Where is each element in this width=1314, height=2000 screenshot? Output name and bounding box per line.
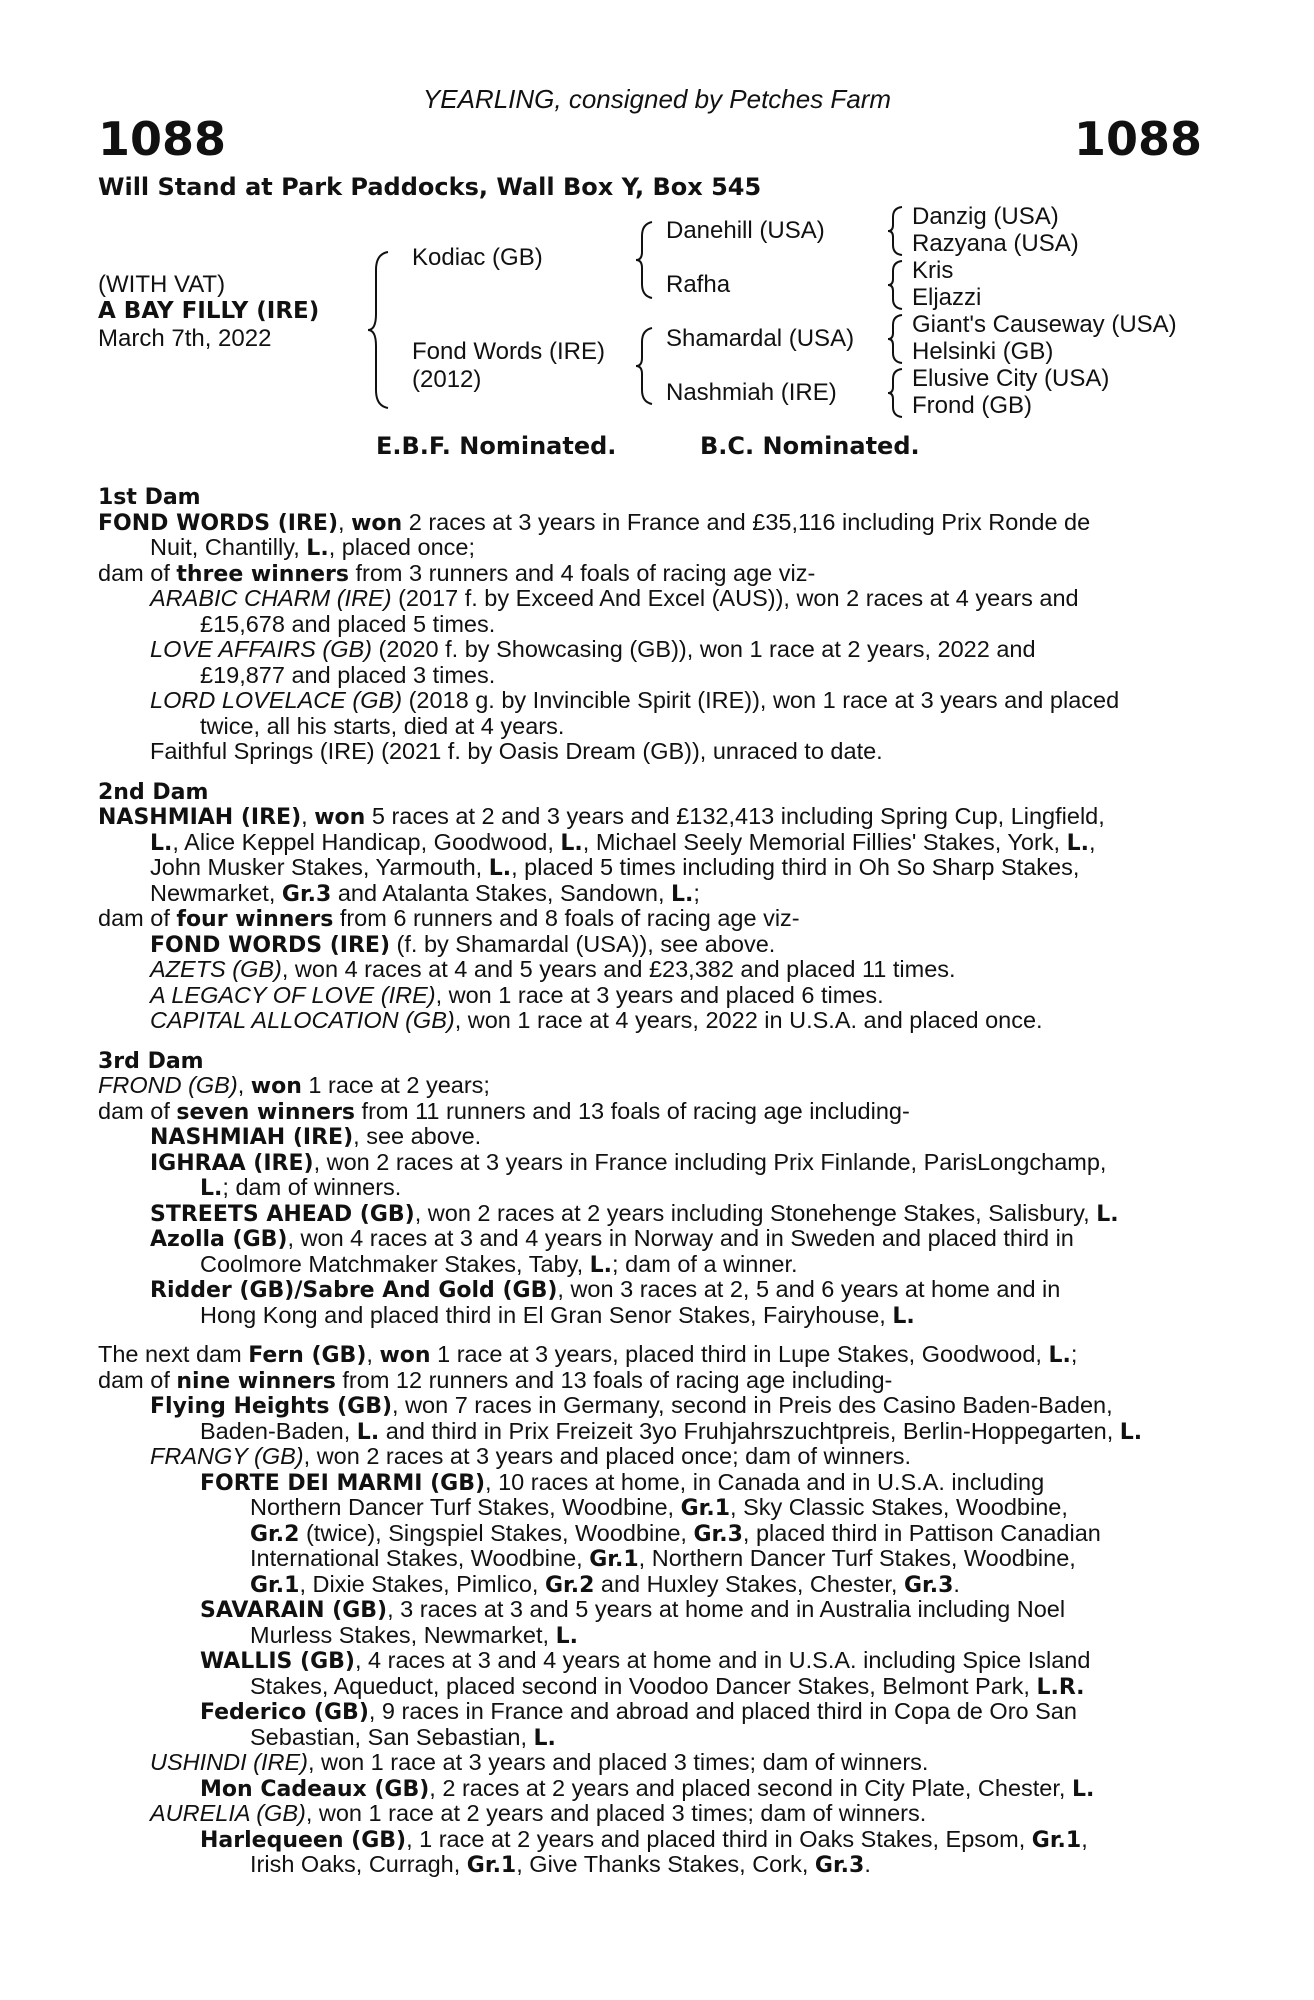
text-run: nine winners bbox=[176, 1368, 336, 1394]
catalogue-pedigree-text bbox=[98, 484, 1202, 1878]
catalogue-line bbox=[98, 1368, 1202, 1394]
lot-number-left: 1088 bbox=[98, 112, 227, 166]
lot-subject: A BAY FILLY (IRE) bbox=[98, 298, 320, 324]
catalogue-line bbox=[98, 561, 1202, 587]
text-run: £19,877 and placed 3 times. bbox=[200, 661, 496, 688]
gg-sire-sire-dam: Razyana (USA) bbox=[912, 230, 1079, 257]
catalogue-line bbox=[98, 1008, 1202, 1034]
dam-sire: Shamardal (USA) bbox=[666, 325, 855, 352]
catalogue-line bbox=[98, 1150, 1202, 1176]
text-run: (2017 f. by Exceed And Excel (AUS)), won 2 races at 4 years and bbox=[391, 585, 1079, 611]
foaling-date: March 7th, 2022 bbox=[98, 325, 272, 352]
catalogue-line bbox=[98, 1623, 1202, 1649]
text-run: won bbox=[314, 805, 366, 830]
text-run: L. bbox=[1096, 1201, 1119, 1227]
catalogue-line bbox=[98, 1444, 1202, 1470]
consignor-line: YEARLING, consigned by Petches Farm bbox=[422, 84, 892, 114]
text-run: L. bbox=[1119, 1419, 1143, 1445]
section-spacer bbox=[98, 765, 1202, 779]
text-run: , Dixie Stakes, Pimlico, bbox=[299, 1570, 545, 1597]
text-run: from 11 runners and 13 foals of racing age including- bbox=[355, 1097, 910, 1124]
text-run: , bbox=[1089, 828, 1096, 855]
text-run: Gr.2 bbox=[250, 1521, 300, 1547]
text-run: 1 race at 2 years; bbox=[301, 1072, 490, 1098]
text-run: Gr.3 bbox=[693, 1521, 743, 1547]
text-run: 5 races at 2 and 3 years and £132,413 including Spring Cup, Lingfield, bbox=[365, 803, 1105, 829]
catalogue-line bbox=[98, 1521, 1202, 1547]
catalogue-line bbox=[98, 1252, 1202, 1278]
text-run: L. bbox=[200, 1176, 223, 1201]
text-run: , won 4 races at 4 and 5 years and £23,382 and placed 11 times. bbox=[281, 956, 956, 982]
section-heading: 3rd Dam bbox=[98, 1048, 204, 1074]
catalogue-line bbox=[98, 1175, 1202, 1201]
dam-dam: Nashmiah (IRE) bbox=[666, 379, 837, 406]
brace-dam bbox=[634, 326, 658, 406]
sire-dam: Rafha bbox=[666, 271, 731, 298]
text-run: , Alice Keppel Handicap, Goodwood, bbox=[172, 828, 561, 855]
catalogue-line bbox=[98, 663, 1202, 689]
text-run: John Musker Stakes, Yarmouth, bbox=[150, 854, 489, 880]
catalogue-line bbox=[98, 1277, 1202, 1303]
text-run: NASHMIAH (IRE) bbox=[150, 1125, 354, 1150]
text-run: L.R. bbox=[1036, 1674, 1085, 1700]
text-run: , 3 races at 3 and 5 years at home and in Australia including Noel bbox=[387, 1596, 1066, 1622]
text-run: won bbox=[351, 510, 403, 536]
catalogue-line bbox=[98, 510, 1202, 536]
text-run: , Give Thanks Stakes, Cork, bbox=[516, 1851, 815, 1877]
text-run: L. bbox=[1066, 830, 1089, 856]
text-run: Sebastian, San Sebastian, bbox=[250, 1723, 534, 1750]
text-run: , see above. bbox=[353, 1123, 482, 1149]
catalogue-line bbox=[98, 1419, 1202, 1445]
text-run: dam of bbox=[98, 559, 177, 586]
catalogue-line bbox=[98, 932, 1202, 958]
text-run: The next dam bbox=[98, 1341, 249, 1367]
text-run: . bbox=[953, 1570, 960, 1597]
catalogue-line bbox=[98, 1776, 1202, 1802]
dam: Fond Words (IRE) bbox=[412, 338, 605, 365]
text-run: , 9 races in France and abroad and placed third in Copa de Oro San bbox=[368, 1698, 1077, 1724]
text-run: , won 3 races at 2, 5 and 6 years at home and in bbox=[557, 1276, 1061, 1302]
catalogue-line bbox=[98, 1303, 1202, 1329]
text-run: won bbox=[379, 1343, 431, 1368]
vat-note: (WITH VAT) bbox=[98, 271, 226, 298]
catalogue-line bbox=[98, 983, 1202, 1009]
text-run: Gr.1 bbox=[466, 1853, 517, 1878]
text-run: Azolla (GB) bbox=[150, 1227, 288, 1252]
text-run: Faithful Springs (IRE) (2021 f. by Oasis Dream (GB)), unraced to date. bbox=[150, 738, 883, 764]
text-run: CAPITAL ALLOCATION (GB) bbox=[150, 1007, 455, 1033]
text-run: A LEGACY OF LOVE (IRE) bbox=[150, 981, 436, 1008]
text-run: , won 2 races at 3 years in France including Prix Finlande, ParisLongchamp, bbox=[313, 1148, 1107, 1175]
sire-sire: Danehill (USA) bbox=[666, 217, 825, 244]
text-run: International Stakes, Woodbine, bbox=[250, 1545, 590, 1571]
text-run: , 2 races at 2 years and placed second in City Plate, Chester, bbox=[429, 1774, 1072, 1801]
text-run: dam of bbox=[98, 1097, 177, 1124]
text-run: , won 1 race at 2 years and placed 3 times; dam of winners. bbox=[305, 1800, 927, 1826]
gg-dam-sire-dam: Helsinki (GB) bbox=[912, 338, 1054, 365]
text-run: 2 races at 3 years in France and £35,116 including Prix Ronde de bbox=[402, 508, 1091, 535]
text-run: , won 1 race at 3 years and placed 3 times; dam of winners. bbox=[307, 1749, 929, 1775]
text-run: FRANGY (GB) bbox=[150, 1443, 304, 1469]
text-run: AZETS (GB) bbox=[150, 956, 282, 982]
text-run: and Atalanta Stakes, Sandown, bbox=[331, 879, 672, 906]
text-run: LOVE AFFAIRS (GB) bbox=[150, 636, 372, 662]
text-run: Harlequeen (GB) bbox=[200, 1827, 407, 1853]
text-run: ; bbox=[693, 879, 700, 906]
catalogue-line bbox=[98, 957, 1202, 983]
section-spacer bbox=[98, 1034, 1202, 1048]
text-run: IGHRAA (IRE) bbox=[150, 1150, 314, 1176]
text-run: , 4 races at 3 and 4 years at home and in U.S.A. including Spice Island bbox=[354, 1647, 1091, 1673]
section-heading: 1st Dam bbox=[98, 485, 201, 510]
text-run: Gr.1 bbox=[1031, 1827, 1082, 1853]
text-run: , won 1 race at 4 years, 2022 in U.S.A. and placed once. bbox=[454, 1007, 1043, 1033]
text-run: won bbox=[250, 1074, 302, 1099]
text-run: L. bbox=[1071, 1776, 1095, 1802]
text-run: L. bbox=[555, 1623, 578, 1649]
catalogue-line bbox=[98, 881, 1202, 907]
text-run: L. bbox=[488, 856, 512, 881]
brace-main bbox=[366, 250, 396, 410]
text-run: , won 1 race at 3 years and placed 6 times. bbox=[435, 981, 884, 1008]
catalogue-line bbox=[98, 535, 1202, 561]
catalogue-line bbox=[98, 1342, 1202, 1368]
text-run: Gr.2 bbox=[544, 1572, 595, 1598]
text-run: FOND WORDS (IRE) bbox=[150, 932, 391, 958]
section-heading: 2nd Dam bbox=[98, 779, 209, 805]
catalogue-line bbox=[98, 1674, 1202, 1700]
lot-number-right: 1088 bbox=[1073, 112, 1202, 166]
text-run: ARABIC CHARM (IRE) bbox=[150, 585, 392, 611]
brace-ds bbox=[886, 313, 906, 365]
catalogue-line bbox=[98, 1699, 1202, 1725]
text-run: twice, all his starts, died at 4 years. bbox=[200, 712, 565, 739]
text-run: , won 7 races in Germany, second in Preis des Casino Baden-Baden, bbox=[392, 1392, 1113, 1418]
text-run: , won 4 races at 3 and 4 years in Norway and in Sweden and placed third in bbox=[287, 1225, 1074, 1251]
text-run: Coolmore Matchmaker Stakes, Taby, bbox=[200, 1250, 590, 1277]
text-run: , placed once; bbox=[328, 534, 476, 560]
text-run: FROND (GB) bbox=[98, 1072, 238, 1098]
text-run: Gr.1 bbox=[680, 1496, 731, 1521]
catalogue-line bbox=[98, 1597, 1202, 1623]
text-run: SAVARAIN (GB) bbox=[200, 1598, 388, 1623]
sire: Kodiac (GB) bbox=[412, 244, 543, 271]
text-run: (f. by Shamardal (USA)), see above. bbox=[390, 930, 776, 957]
catalogue-line bbox=[98, 612, 1202, 638]
catalogue-line bbox=[98, 1648, 1202, 1674]
catalogue-line bbox=[98, 1750, 1202, 1776]
text-run: seven winners bbox=[176, 1099, 356, 1125]
section-spacer bbox=[98, 1328, 1202, 1342]
text-run: (2018 g. by Invincible Spirit (IRE)), won 1 race at 3 years and placed bbox=[402, 687, 1120, 713]
text-run: FOND WORDS (IRE) bbox=[98, 510, 339, 536]
catalogue-line bbox=[98, 484, 1202, 510]
text-run: Fern (GB) bbox=[248, 1343, 367, 1368]
catalogue-line bbox=[98, 779, 1202, 805]
text-run: , Michael Seely Memorial Fillies' Stakes, York, bbox=[582, 828, 1067, 855]
catalogue-line bbox=[98, 586, 1202, 612]
text-run: L. bbox=[533, 1725, 556, 1751]
text-run: and Huxley Stakes, Chester, bbox=[594, 1570, 904, 1597]
catalogue-line bbox=[98, 1801, 1202, 1827]
text-run: Gr.3 bbox=[814, 1853, 865, 1878]
catalogue-line bbox=[98, 1201, 1202, 1227]
text-run: four winners bbox=[176, 907, 334, 932]
catalogue-line bbox=[98, 1226, 1202, 1252]
text-run: Gr.3 bbox=[281, 881, 332, 907]
text-run: , Northern Dancer Turf Stakes, Woodbine, bbox=[638, 1545, 1076, 1571]
brace-sire bbox=[634, 220, 658, 300]
text-run: Mon Cadeaux (GB) bbox=[200, 1776, 430, 1802]
catalogue-line bbox=[98, 1546, 1202, 1572]
catalogue-line bbox=[98, 1073, 1202, 1099]
brace-ss bbox=[886, 205, 906, 257]
text-run: from 3 runners and 4 foals of racing age viz- bbox=[348, 559, 816, 586]
text-run: , bbox=[237, 1072, 251, 1098]
catalogue-line bbox=[98, 906, 1202, 932]
brace-sd bbox=[886, 259, 906, 311]
text-run: , 1 race at 2 years and placed third in Oaks Stakes, Epsom, bbox=[406, 1825, 1032, 1852]
text-run: Gr.1 bbox=[589, 1547, 639, 1572]
ebf-nomination: E.B.F. Nominated. bbox=[376, 432, 617, 460]
text-run: Federico (GB) bbox=[200, 1700, 369, 1725]
text-run: , won 2 races at 3 years and placed once; dam of winners. bbox=[303, 1443, 912, 1469]
text-run: Northern Dancer Turf Stakes, Woodbine, bbox=[250, 1494, 681, 1520]
text-run: Baden-Baden, bbox=[200, 1417, 357, 1444]
text-run: L. bbox=[356, 1419, 380, 1445]
bc-nomination: B.C. Nominated. bbox=[700, 432, 920, 460]
text-run: Gr.1 bbox=[250, 1572, 300, 1598]
text-run: FORTE DEI MARMI (GB) bbox=[200, 1470, 486, 1496]
catalogue-line bbox=[98, 804, 1202, 830]
text-run: from 12 runners and 13 foals of racing age including- bbox=[335, 1366, 893, 1393]
text-run: £15,678 and placed 5 times. bbox=[200, 610, 496, 637]
brace-dd bbox=[886, 367, 906, 419]
text-run: 1 race at 3 years, placed third in Lupe Stakes, Goodwood, bbox=[430, 1341, 1049, 1367]
text-run: Hong Kong and placed third in El Gran Senor Stakes, Fairyhouse, bbox=[200, 1301, 893, 1328]
catalogue-line bbox=[98, 1099, 1202, 1125]
text-run: LORD LOVELACE (GB) bbox=[150, 687, 403, 713]
catalogue-line bbox=[98, 1124, 1202, 1150]
catalogue-line bbox=[98, 1725, 1202, 1751]
text-run: Gr.3 bbox=[903, 1572, 954, 1598]
text-run: L. bbox=[589, 1252, 613, 1278]
text-run: L. bbox=[306, 536, 329, 561]
catalogue-line bbox=[98, 688, 1202, 714]
text-run: L. bbox=[1048, 1343, 1071, 1368]
text-run: , bbox=[301, 803, 315, 829]
catalogue-line bbox=[98, 714, 1202, 740]
gg-dam-sire-sire: Giant's Causeway (USA) bbox=[912, 311, 1177, 338]
text-run: , bbox=[366, 1341, 380, 1367]
gg-sire-dam-dam: Eljazzi bbox=[912, 284, 982, 311]
catalogue-line bbox=[98, 1393, 1202, 1419]
catalogue-line bbox=[98, 637, 1202, 663]
gg-sire-dam-sire: Kris bbox=[912, 257, 954, 284]
text-run: Stakes, Aqueduct, placed second in Voodoo Dancer Stakes, Belmont Park, bbox=[250, 1672, 1037, 1699]
gg-dam-dam-sire: Elusive City (USA) bbox=[912, 365, 1110, 392]
text-run: dam of bbox=[98, 905, 177, 931]
catalogue-line bbox=[98, 830, 1202, 856]
catalogue-line bbox=[98, 1470, 1202, 1496]
text-run: from 6 runners and 8 foals of racing age viz- bbox=[333, 905, 800, 931]
text-run: L. bbox=[671, 881, 694, 907]
text-run: L. bbox=[892, 1303, 915, 1329]
text-run: WALLIS (GB) bbox=[200, 1649, 355, 1674]
text-run: AURELIA (GB) bbox=[150, 1800, 306, 1826]
catalogue-line bbox=[98, 1495, 1202, 1521]
catalogue-line bbox=[98, 739, 1202, 765]
text-run: and third in Prix Freizeit 3yo Fruhjahrszuchtpreis, Berlin-Hoppegarten, bbox=[379, 1417, 1120, 1444]
text-run: NASHMIAH (IRE) bbox=[98, 805, 302, 830]
catalogue-line bbox=[98, 1048, 1202, 1074]
text-run: Newmarket, bbox=[150, 879, 282, 906]
text-run: Flying Heights (GB) bbox=[150, 1394, 393, 1419]
text-run: Irish Oaks, Curragh, bbox=[250, 1851, 467, 1877]
text-run: ; bbox=[1070, 1341, 1078, 1367]
text-run: STREETS AHEAD (GB) bbox=[150, 1201, 415, 1227]
text-run: USHINDI (IRE) bbox=[150, 1749, 308, 1775]
text-run: , won 2 races at 2 years including Stonehenge Stakes, Salisbury, bbox=[414, 1199, 1097, 1226]
text-run: (2020 f. by Showcasing (GB)), won 1 race at 2 years, 2022 and bbox=[371, 636, 1036, 662]
catalogue-line bbox=[98, 1572, 1202, 1598]
catalogue-line bbox=[98, 1852, 1202, 1878]
gg-sire-sire-sire: Danzig (USA) bbox=[912, 203, 1059, 230]
text-run: , 10 races at home, in Canada and in U.S.A. including bbox=[485, 1468, 1045, 1495]
text-run: L. bbox=[560, 830, 583, 856]
text-run: Nuit, Chantilly, bbox=[150, 534, 307, 560]
text-run: dam of bbox=[98, 1366, 177, 1393]
text-run: three winners bbox=[176, 561, 349, 587]
stable-location: Will Stand at Park Paddocks, Wall Box Y, Box 545 bbox=[98, 173, 762, 201]
text-run: Murless Stakes, Newmarket, bbox=[250, 1621, 556, 1648]
text-run: , placed third in Pattison Canadian bbox=[742, 1519, 1101, 1546]
dam-year: (2012) bbox=[412, 366, 482, 393]
text-run: , placed 5 times including third in Oh So Sharp Stakes, bbox=[511, 854, 1080, 880]
text-run: . bbox=[864, 1851, 871, 1877]
catalogue-line bbox=[98, 855, 1202, 881]
catalogue-line bbox=[98, 1827, 1202, 1853]
text-run: ; dam of a winner. bbox=[612, 1250, 798, 1277]
text-run: L. bbox=[150, 830, 173, 856]
text-run: , bbox=[338, 508, 352, 535]
text-run: Ridder (GB)/Sabre And Gold (GB) bbox=[150, 1278, 558, 1303]
text-run: (twice), Singspiel Stakes, Woodbine, bbox=[299, 1519, 694, 1546]
text-run: , Sky Classic Stakes, Woodbine, bbox=[730, 1494, 1068, 1520]
text-run: , bbox=[1081, 1825, 1088, 1852]
gg-dam-dam-dam: Frond (GB) bbox=[912, 392, 1033, 419]
text-run: ; dam of winners. bbox=[222, 1174, 402, 1200]
